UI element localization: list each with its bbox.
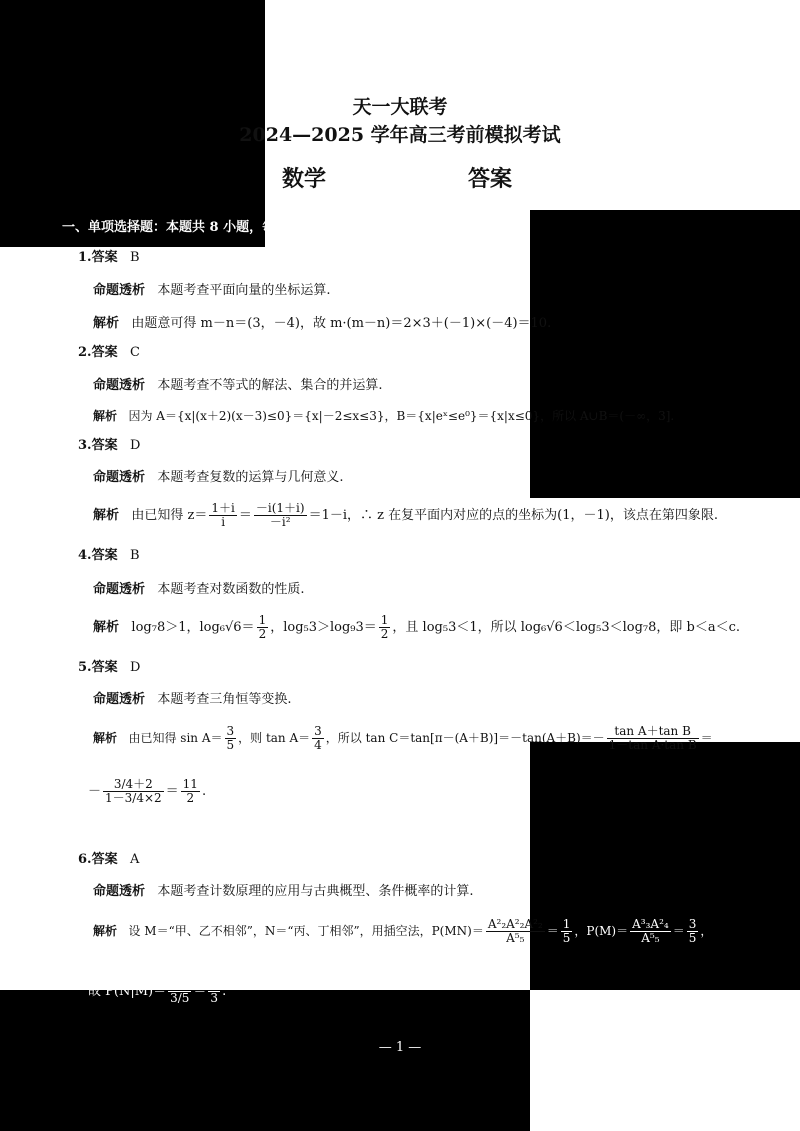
fraction: $\frac{1}{2}$ [380,613,389,641]
question-4-analysis: 解析 log₇8＞1，log₆√6＝ $\frac{1}{2}$ ，log₅3＞log₉3＝ $\frac{1}{2}$ ，且 log₅3＜1，所以 log₆√6＜log₅3＜log₇8，即 b＜a＜c. [93,613,741,641]
question-6-analysis-continued: 故 P(N|M)＝ $\frac{1/5}{3/5}$ ＝ $\frac{1}{3}$ . [88,977,227,1005]
question-5-answer: 5.答案 D [78,660,141,675]
question-1-analysis: 解析 由题意可得 m－n＝(3，－4)，故 m·(m－n)＝2×3＋(－1)×(－4)＝10. [93,316,552,331]
black-block-right-lower [530,742,800,990]
black-block-right-upper [530,210,800,498]
fraction: $\frac{1+i}{i}$ [211,501,235,529]
fraction: $\frac{\text{A²₂A²₂A²₂}}{\text{A⁵₅}}$ [487,917,543,945]
section-heading: 一、单项选择题：本题共 8 小题，每小题 5 分，共 40 分. [62,220,403,235]
question-5-analysis: 解析 由已知得 sin A＝ $\frac{3}{5}$ ，则 tan A＝ $\frac{3}{4}$ ，所以 tan C＝tan[π－(A＋B)]＝－tan(A＋B)＝－ $\frac{\text{tan A＋tan B}}{\text{1－tan A·tan B}}$ ＝ [93,724,713,752]
question-1-intent: 命题透析 本题考查平面向量的坐标运算. [93,283,331,298]
fraction: $\frac{3}{4}$ [314,724,322,752]
subject-title: 数学 [282,166,327,192]
question-2-intent: 命题透析 本题考查不等式的解法、集合的并运算. [93,378,383,393]
question-3-answer: 3.答案 D [78,438,141,453]
exam-title: 2024—2025 学年高三考前模拟考试 [239,124,561,146]
fraction: $\frac{-i(1+i)}{\text{－i²}}$ [255,501,305,529]
question-6-intent: 命题透析 本题考查计数原理的应用与古典概型、条件概率的计算. [93,884,474,899]
fraction: $\frac{3}{5}$ [688,917,697,945]
question-6-answer: 6.答案 A [78,852,140,867]
question-5-intent: 命题透析 本题考查三角恒等变换. [93,692,292,707]
fraction: $\frac{1}{2}$ [258,613,267,641]
fraction: $\frac{\text{tan A＋tan B}}{\text{1－tan A·tan B}}$ [608,724,697,752]
question-6-analysis: 解析 设 M＝“甲、乙不相邻”，N＝“丙、丁相邻”，用插空法，P(MN)＝ $\frac{\text{A²₂A²₂A²₂}}{\text{A⁵₅}}$ ＝ $\frac{1}{5}$ ，P(M)＝ $\frac{\text{A³₃A²₄}}{\text{A⁵₅}}$ ＝ $\frac{3}{5}$ ， [93,917,713,945]
question-3-intent: 命题透析 本题考查复数的运算与几何意义. [93,470,344,485]
question-1-answer: 1.答案 B [78,250,140,265]
question-4-intent: 命题透析 本题考查对数函数的性质. [93,582,305,597]
exam-org-title: 天一大联考 [352,96,448,118]
fraction: $\frac{1}{3}$ [210,977,219,1005]
fraction: $\frac{1}{5}$ [562,917,571,945]
fraction: $\frac{\text{A³₃A²₄}}{\text{A⁵₅}}$ [632,917,669,945]
question-4-answer: 4.答案 B [78,548,140,563]
fraction: $\frac{3/4+2}{1-3/4\times 2}$ [105,777,162,805]
fraction: $\frac{1/5}{3/5}$ [170,977,190,1005]
question-2-analysis: 解析 因为 A＝{x|(x＋2)(x－3)≤0}＝{x|－2≤x≤3}，B＝{x|eˣ≤e⁰}＝{x|x≤0}，所以 A∪B＝(－∞，3]. [93,409,675,423]
page-number: — 1 — [378,1040,422,1055]
fraction: $\frac{11}{2}$ [182,777,198,805]
question-2-answer: 2.答案 C [78,345,140,360]
question-3-analysis: 解析 由已知得 z＝ $\frac{1+i}{i}$ ＝ $\frac{-i(1+i)}{\text{－i²}}$ ＝1－i，∴ z 在复平面内对应的点的坐标为(1，－1)，该点在第四象限. [93,501,718,529]
question-5-analysis-continued: － $\frac{3/4+2}{1-3/4\times 2}$ ＝ $\frac{11}{2}$ . [88,777,207,805]
black-block-bottom [0,990,530,1131]
fraction: $\frac{3}{5}$ [226,724,235,752]
answer-title: 答案 [468,166,513,192]
